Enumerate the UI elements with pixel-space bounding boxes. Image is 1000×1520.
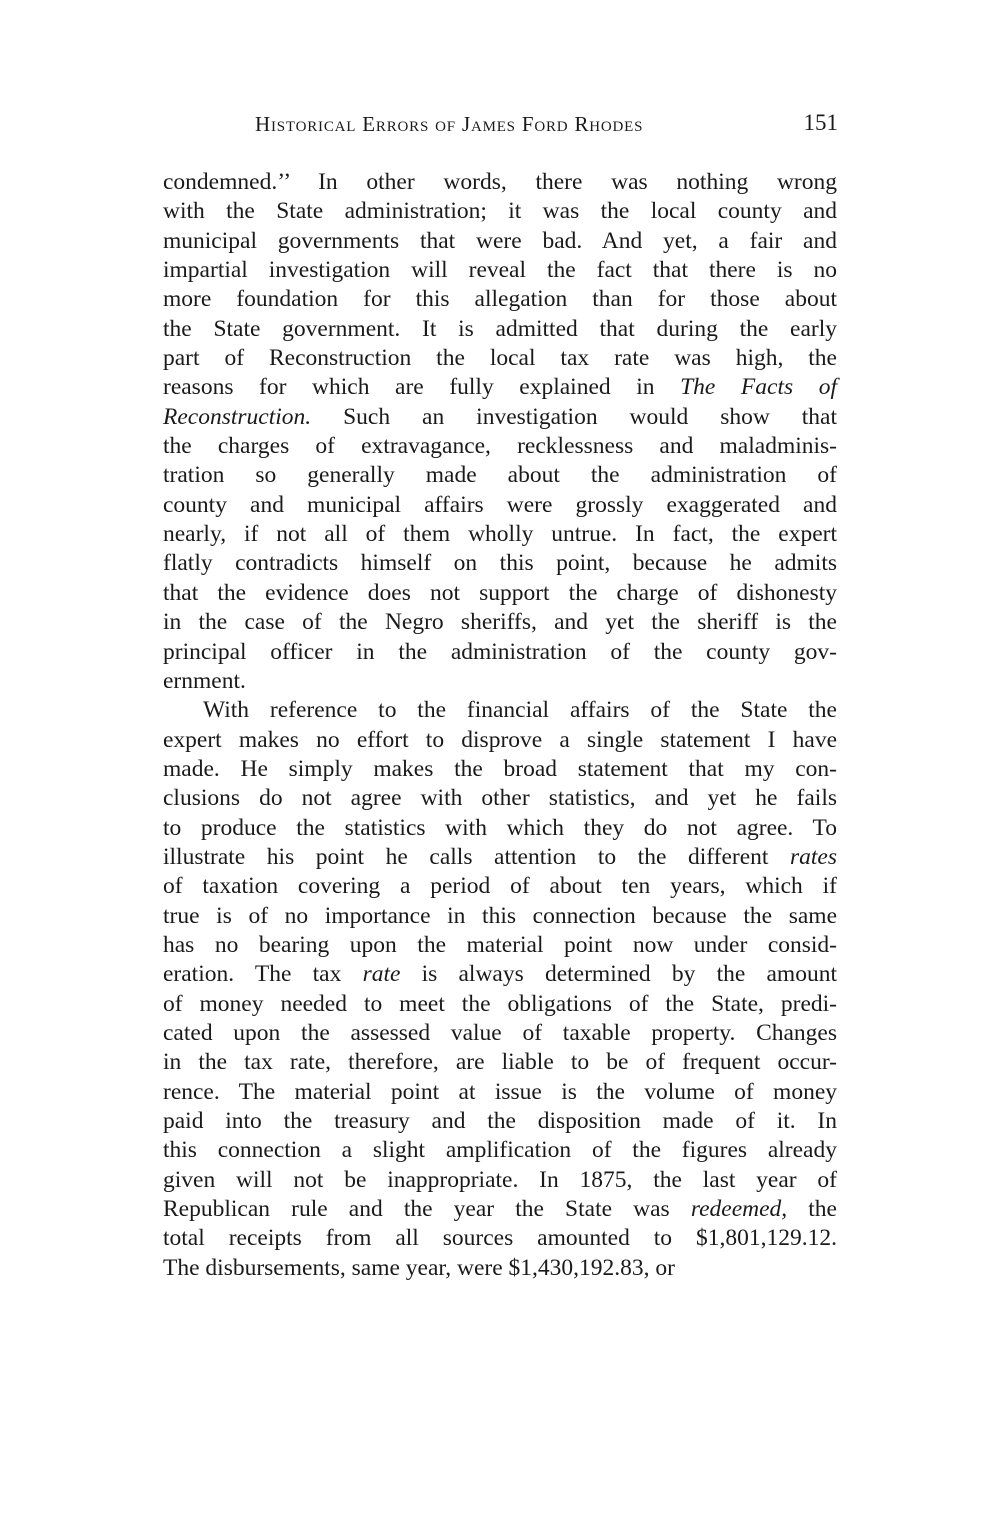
text-run: total receipts from all sources amounted to $1,801,129.12. — [163, 1225, 837, 1252]
text-line — [163, 403, 837, 432]
text-line — [163, 931, 837, 960]
text-run: the State government. It is admitted that during the early — [163, 315, 837, 342]
text-run: of money needed to meet the obligations of the State, predi- — [163, 990, 837, 1017]
text-line — [163, 872, 837, 901]
text-line — [163, 461, 837, 490]
text-run: the charges of extravagance, recklessness and maladminis- — [163, 433, 837, 460]
text-run: Such an investigation would show that — [311, 403, 837, 430]
text-run: flatly contradicts himself on this point, because he admits — [163, 550, 837, 577]
italic-text: rates — [790, 843, 837, 870]
text-line — [163, 784, 837, 813]
text-run: more foundation for this allegation than for those about — [163, 286, 837, 313]
text-run: With reference to the financial affairs of the State the — [203, 697, 837, 724]
text-line — [163, 726, 837, 755]
text-line — [163, 549, 837, 578]
text-line — [163, 1078, 837, 1107]
text-run: clusions do not agree with other statistics, and yet he fails — [163, 785, 837, 812]
body-text — [163, 168, 837, 1283]
italic-text: The Facts of — [680, 374, 837, 401]
text-run: the — [787, 1196, 837, 1223]
text-run: in the case of the Negro sheriffs, and yet the sheriff is the — [163, 609, 837, 636]
text-line — [163, 902, 837, 931]
paragraph — [163, 696, 837, 1283]
text-line — [163, 1019, 837, 1048]
text-run: rence. The material point at issue is the volume of money — [163, 1078, 837, 1105]
text-line — [163, 256, 837, 285]
text-run: given will not be inappropriate. In 1875, the last year of — [163, 1166, 837, 1193]
text-line — [163, 843, 837, 872]
running-title: Historical Errors of James Ford Rhodes — [255, 112, 644, 136]
text-run: expert makes no effort to disprove a single statement I have — [163, 726, 837, 753]
text-line — [163, 1254, 837, 1283]
text-run: nearly, if not all of them wholly untrue. In fact, the expert — [163, 521, 837, 548]
text-line — [163, 696, 837, 725]
text-run: paid into the treasury and the disposition made of it. In — [163, 1108, 837, 1134]
text-line — [163, 990, 837, 1019]
text-line — [163, 1107, 837, 1136]
text-line — [163, 667, 837, 696]
text-line — [163, 315, 837, 344]
text-line — [163, 373, 837, 402]
text-run: this connection a slight amplification of the figures already — [163, 1137, 837, 1164]
text-run: illustrate his point he calls attention to the different — [163, 843, 790, 870]
text-line — [163, 1136, 837, 1165]
page-number: 151 — [803, 110, 838, 135]
text-run: ernment. — [163, 667, 246, 694]
italic-text: Reconstruction. — [163, 403, 312, 430]
text-run: true is of no importance in this connection because the same — [163, 902, 837, 929]
text-run: impartial investigation will reveal the fact that there is no — [163, 257, 837, 284]
text-line — [163, 1224, 837, 1253]
text-run: is always determined by the amount — [400, 961, 837, 988]
text-line — [163, 814, 837, 843]
text-run: has no bearing upon the material point now under consid- — [163, 931, 837, 958]
italic-text: rate — [362, 961, 401, 988]
text-line — [163, 197, 837, 226]
text-line — [163, 227, 837, 256]
text-line — [163, 520, 837, 549]
text-line — [163, 638, 837, 667]
paragraph — [163, 168, 837, 696]
text-run: in the tax rate, therefore, are liable to be of frequent occur- — [163, 1049, 837, 1076]
text-run: tration so generally made about the administration of — [163, 462, 837, 489]
text-run: condemned.’’ In other words, there was nothing wrong — [163, 169, 837, 195]
text-line — [163, 491, 837, 520]
text-run: to produce the statistics with which they do not agree. To — [163, 814, 837, 841]
text-run: The disbursements, same year, were $1,430,192.83, or — [163, 1254, 676, 1281]
text-run: principal officer in the administration of the county gov- — [163, 638, 837, 665]
text-run: county and municipal affairs were grossly exaggerated and — [163, 491, 837, 518]
text-run: Republican rule and the year the State was — [163, 1196, 691, 1223]
text-run: part of Reconstruction the local tax rate was high, the — [163, 345, 837, 372]
text-line — [163, 579, 837, 608]
text-line — [163, 1166, 837, 1195]
running-head — [160, 112, 840, 146]
text-line — [163, 344, 837, 373]
text-line — [163, 1195, 837, 1224]
text-line — [163, 285, 837, 314]
text-run: that the evidence does not support the charge of dishonesty — [163, 579, 837, 606]
text-line — [163, 168, 837, 197]
text-line — [163, 432, 837, 461]
text-run: cated upon the assessed value of taxable property. Changes — [163, 1019, 837, 1046]
text-line — [163, 960, 837, 989]
text-line — [163, 608, 837, 637]
text-line — [163, 755, 837, 784]
text-run: municipal governments that were bad. And yet, a fair and — [163, 227, 837, 254]
text-line — [163, 1048, 837, 1077]
text-run: reasons for which are fully explained in — [163, 374, 681, 401]
text-run: made. He simply makes the broad statement that my con- — [163, 755, 837, 782]
text-run: eration. The tax — [163, 961, 363, 988]
text-run: of taxation covering a period of about ten years, which if — [163, 873, 837, 900]
italic-text: redeemed, — [690, 1196, 788, 1223]
text-run: with the State administration; it was the local county and — [163, 198, 837, 225]
